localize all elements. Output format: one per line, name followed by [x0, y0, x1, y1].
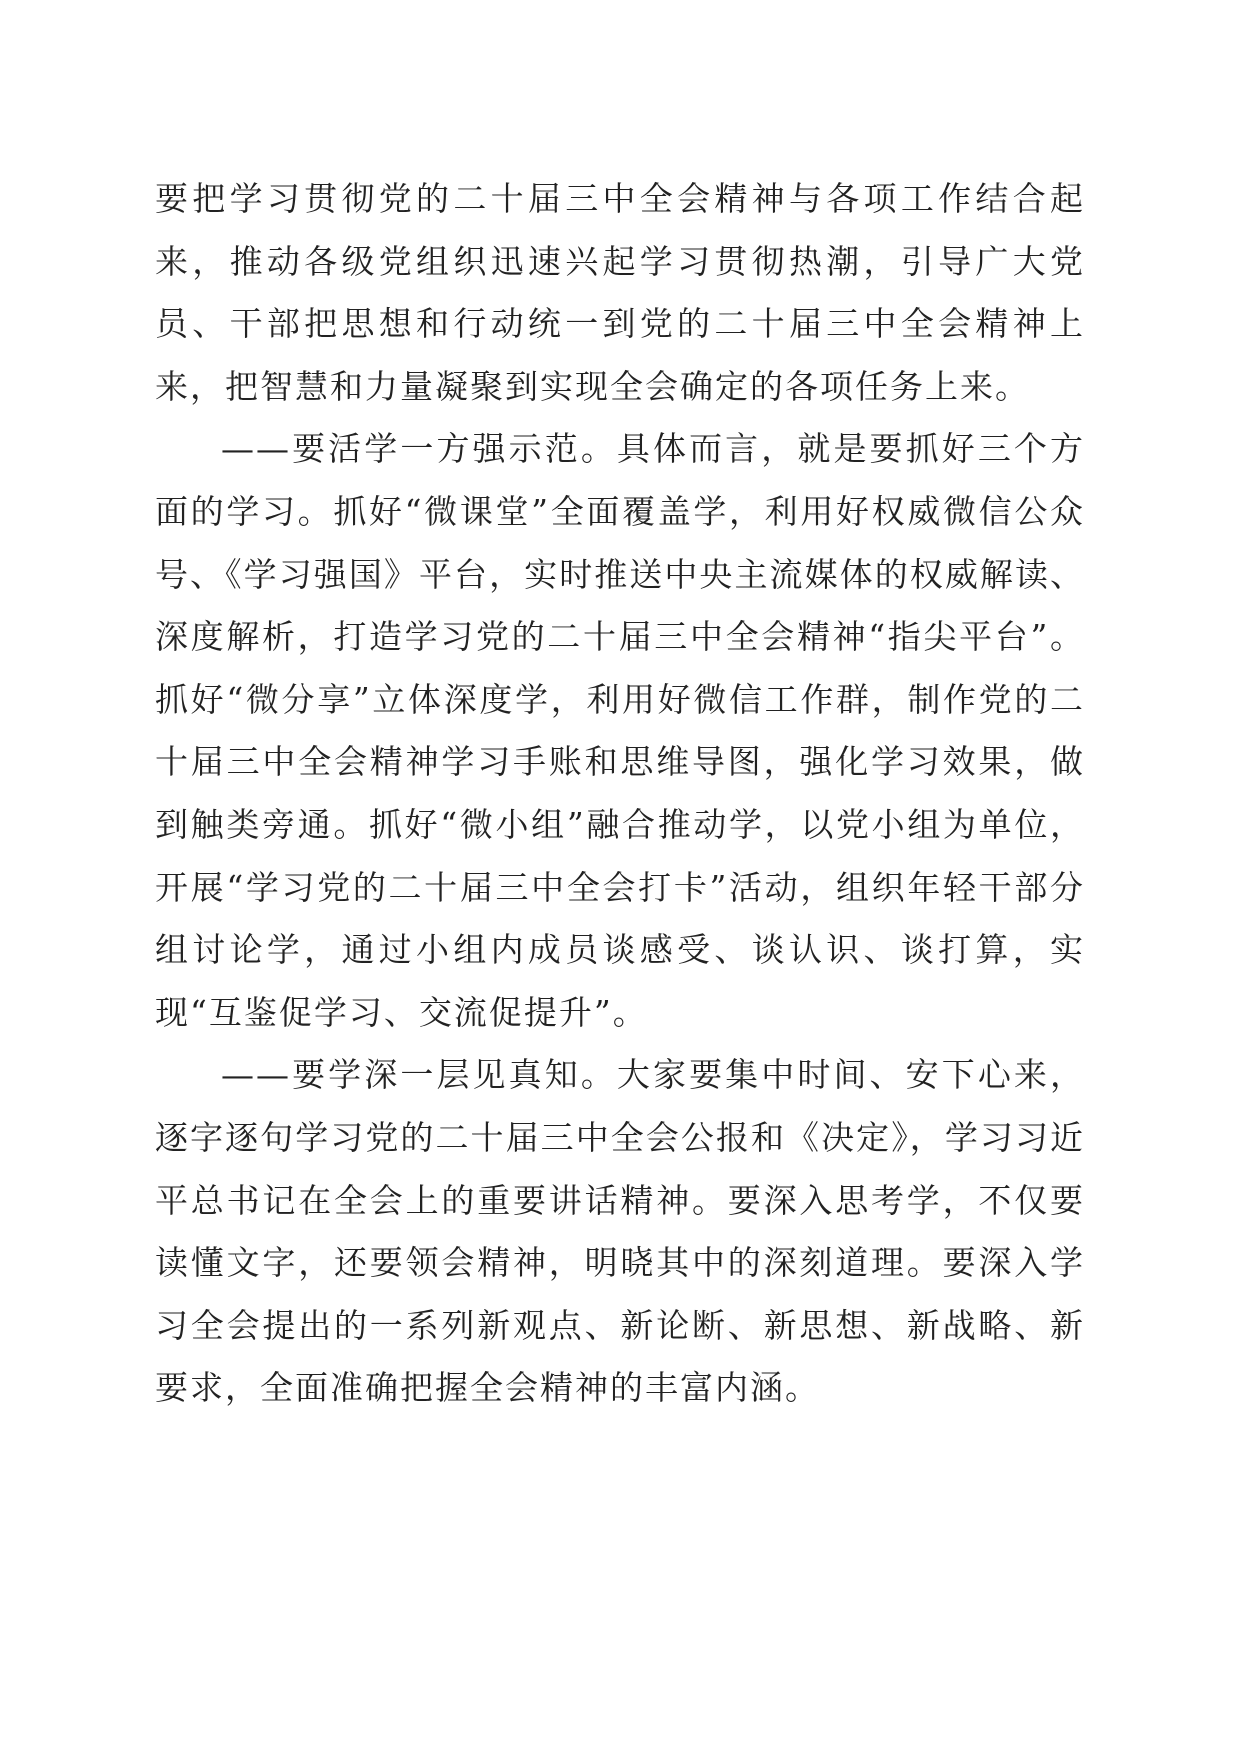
paragraph-3: ——要学深一层见真知。大家要集中时间、安下心来，逐字逐句学习党的二十届三中全会公报和《决定》，学习习近平总书记在全会上的重要讲话精神。要深入思考学，不仅要读懂文字，还要领会精神，明晓其中的深刻道理。要深入学习全会提出的一系列新观点、新论断、新思想、新战略、新要求，全面准确把握全会精神的丰富内涵。: [155, 1055, 1085, 1408]
paragraph-2: ——要活学一方强示范。具体而言，就是要抓好三个方面的学习。抓好“微课堂”全面覆盖学，利用好权威微信公众号、《学习强国》平台，实时推送中央主流媒体的权威解读、深度解析，打造学习党的二十届三中全会精神“指尖平台”。抓好“微分享”立体深度学，利用好微信工作群，制作党的二十届三中全会精神学习手账和思维导图，强化学习效果，做到触类旁通。抓好“微小组”融合推动学，以党小组为单位，开展“学习党的二十届三中全会打卡”活动，组织年轻干部分组讨论学，通过小组内成员谈感受、谈认识、谈打算，实现“互鉴促学习、交流促提升”。: [155, 429, 1085, 1032]
document-body: [155, 168, 1085, 1420]
paragraph-1: 要把学习贯彻党的二十届三中全会精神与各项工作结合起来，推动各级党组织迅速兴起学习贯彻热潮，引导广大党员、干部把思想和行动统一到党的二十届三中全会精神上来，把智慧和力量凝聚到实现全会确定的各项任务上来。: [155, 179, 1085, 406]
